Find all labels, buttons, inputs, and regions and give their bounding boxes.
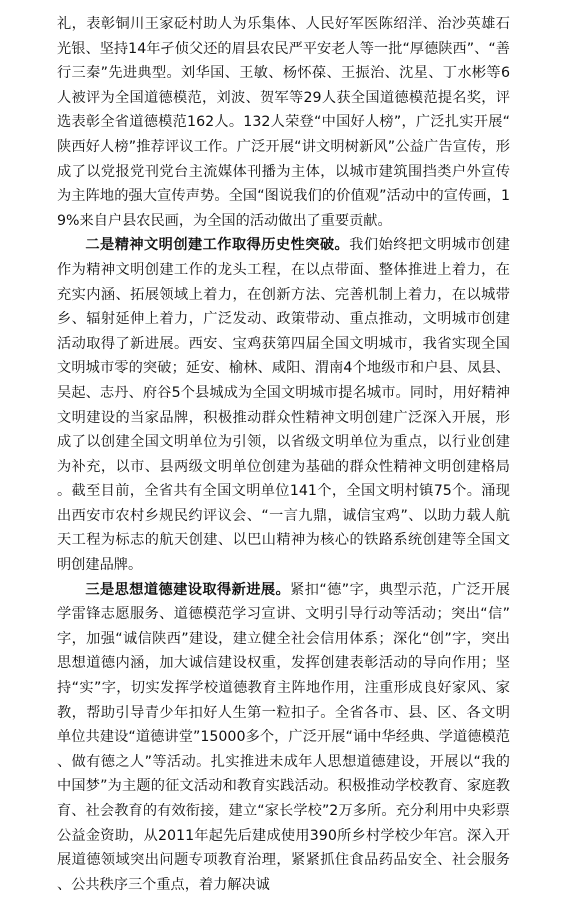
paragraph-3 [57, 578, 510, 897]
paragraph-2-text: 我们始终把文明城市创建作为精神文明创建工作的龙头工程，在以点带面、整体推进上着力，在充实内涵、拓展领域上着力，在创新方法、完善机制上着力，在以城带乡、辐射延伸上着力，广泛发动、政策带动、重点推动，文明城市创建活动取得了新进展。西安、宝鸡获第四届全国文明城市，我省实现全国文明城市零的突破；延安、榆林、咸阳、渭南4个地级市和户县、凤县、吴起、志丹、府谷5个县城成为全国文明城市提名城市。同时，用好精神文明建设的当家品牌，积极推动群众性精神文明创建广泛深入开展，形成了以创建全国文明单位为引领，以省级文明单位为重点，以行业创建为补充，以市、县两级文明单位创建为基础的群众性精神文明创建格局。截至目前，全省共有全国文明单位141个，全国文明村镇75个。涌现出西安市农村乡规民约评议会、“一言九鼎，诚信宝鸡”、以助力载人航天工程为标志的航天创建、以巴山精神为核心的铁路系统创建等全国文明创建品牌。 [57, 237, 510, 574]
paragraph-1-text: 礼，表彰铜川王家砭村助人为乐集体、人民好军医陈绍洋、治沙英雄石光银、坚持14年孑侦父还的眉县农民严平安老人等一批“厚德陕西”、“善行三秦”先进典型。刘华国、王敏、杨怀葆、王振治、沈星、丁水彬等6人被评为全国道德模范，刘波、贺军等29人获全国道德模范提名奖，评选表彰全省道德模范162人。132人荣登“中国好人榜”，广泛扎实开展“陕西好人榜”推荐评议工作。广泛开展“讲文明树新风”公益广告宣传，形成了以党报党刊党台主流媒体刊播为主体，以城市建筑围挡类户外宣传为主阵地的强大宣传声势。全国“图说我们的价值观”活动中的宣传画，19%来自户县农民画，为全国的活动做出了重要贡献。 [57, 16, 510, 229]
paragraph-1 [57, 12, 510, 233]
paragraph-3-heading: 三是思想道德建设取得新进展。 [85, 581, 291, 598]
paragraph-3-text: 紧扣“德”字，典型示范，广泛开展学雷锋志愿服务、道德模范学习宣讲、文明引导行动等活动；突出“信”字，加强“诚信陕西”建设，建立健全社会信用体系；深化“创”字，突出思想道德内涵，加大诚信建设权重，发挥创建表彰活动的导向作用；坚持“实”字，切实发挥学校道德教育主阵地作用，注重形成良好家风、家教，帮助引导青少年扣好人生第一粒扣子。全省各市、县、区、各文明单位共建设“道德讲堂”15000多个，广泛开展“诵中华经典、学道德模范、做有德之人”等活动。扎实推进未成年人思想道德建设，开展以“我的中国梦”为主题的征文活动和教育实践活动。积极推动学校教育、家庭教育、社会教育的有效衔接，建立“家长学校”2万多所。充分利用中央彩票公益金资助，从2011年起先后建成使用390所乡村学校少年宫。深入开展道德领域突出问题专项教育治理，紧紧抓住食品药品安全、社会服务、公共秩序三个重点，着力解决诚 [57, 581, 510, 893]
paragraph-2 [57, 233, 510, 577]
document-page [57, 12, 510, 893]
paragraph-2-heading: 二是精神文明创建工作取得历史性突破。 [85, 237, 350, 254]
